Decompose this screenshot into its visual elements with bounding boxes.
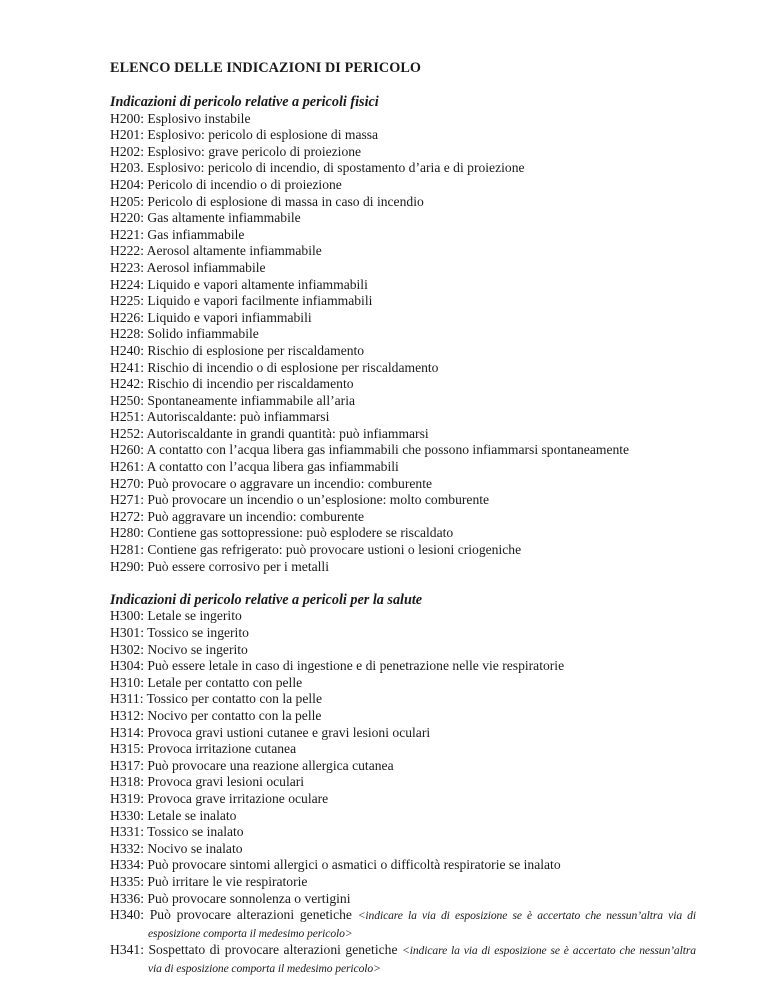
hazard-statement [110,160,696,177]
hazard-statement [110,808,696,825]
hazard-statement [110,393,696,410]
hazard-statement [110,360,696,377]
hazard-description: Può provocare una reazione allergica cutanea [147,757,394,773]
hazard-statement [110,791,696,808]
hazard-statement [110,343,696,360]
hazard-code: H225 [110,293,141,309]
code-separator: : [140,707,148,723]
code-separator: : [140,674,148,690]
hazard-statement [110,559,696,576]
hazard-statement [110,691,696,708]
code-separator: : [139,691,147,707]
hazard-code: H301 [110,625,141,640]
hazard-description: Liquido e vapori facilmente infiammabili [147,293,373,309]
code-separator: : [140,193,148,209]
hazard-statement [110,758,696,775]
code-separator: : [140,259,147,275]
hazard-description: Può essere letale in caso di ingestione e di penetrazione nelle vie respiratorie [147,658,565,674]
hazard-code: H226 [110,309,141,325]
section-heading: Indicazioni di pericolo relative a pericoli fisici [110,94,379,110]
section-heading: Indicazioni di pericolo relative a pericoli per la salute [110,591,423,608]
hazard-description: Può provocare un incendio o un’esplosione: molto comburente [147,492,490,508]
hazard-statement [110,260,696,277]
hazard-code: H240 [110,342,141,358]
hazard-description: Sospettato di provocare alterazioni genetiche [148,942,402,958]
hazard-statement [110,492,696,509]
hazard-description: Rischio di esplosione per riscaldamento [147,342,365,358]
code-separator: : [140,824,148,840]
hazard-statement [110,841,696,858]
code-separator: : [140,641,148,657]
code-separator: : [140,757,148,773]
hazard-description: Esplosivo instabile [147,110,251,126]
document-page [110,60,696,994]
hazard-description: Contiene gas sottopressione: può esplodere se riscaldato [147,525,454,541]
hazard-statement [110,111,696,128]
code-separator: : [140,459,147,475]
hazard-statement [110,874,696,891]
hazard-statement [110,127,696,144]
hazard-code: H241 [110,359,141,375]
code-separator: : [140,176,148,192]
hazard-statement [110,525,696,542]
hazard-description: Letale per contatto con pelle [147,674,303,690]
hazard-description: Rischio di incendio per riscaldamento [147,376,354,392]
hazard-description: Esplosivo: pericolo di incendio, di spostamento d’aria e di proiezione [147,160,525,176]
code-separator: : [140,442,147,458]
code-separator: : [140,409,147,425]
hazard-statement [110,725,696,742]
hazard-description: Provoca gravi ustioni cutanee e gravi lesioni oculari [147,724,431,740]
hazard-code: H281 [110,542,141,558]
code-separator: . [140,160,148,176]
hazard-statement [110,442,696,459]
hazard-statement [110,642,696,659]
code-separator: : [140,425,147,441]
hazard-code: H221 [110,226,141,242]
hazard-statement [110,741,696,758]
hazard-code: H252 [110,425,141,441]
hazard-description: Liquido e vapori altamente infiammabili [147,276,368,292]
hazard-statement [110,857,696,874]
hazard-description: Tossico per contatto con la pelle [146,691,322,707]
code-separator: : [140,525,148,541]
code-separator: : [140,625,148,640]
code-separator: : [140,392,148,408]
hazard-code: H251 [110,409,141,425]
hazard-description: Aerosol altamente infiammabile [146,243,322,259]
hazard-code: H341 [110,942,141,958]
code-separator: : [140,127,148,143]
hazard-code: H280 [110,525,141,541]
hazard-description: Esplosivo: grave pericolo di proiezione [147,143,362,159]
code-separator: : [140,658,148,674]
hazard-description: Può provocare sonnolenza o vertigini [147,890,351,906]
hazard-code: H222 [110,243,141,259]
hazard-description: Nocivo se inalato [147,840,243,856]
hazard-code: H261 [110,459,141,475]
code-separator: : [140,110,148,126]
hazard-code: H224 [110,276,141,292]
hazard-statement [110,608,696,625]
code-separator: : [140,890,148,906]
hazard-statement [110,891,696,908]
hazard-list [110,608,696,977]
code-separator: : [140,907,150,923]
hazard-code: H314 [110,724,141,740]
hazard-statement [110,376,696,393]
hazard-statement [110,310,696,327]
code-separator: : [140,873,148,889]
hazard-description: Può provocare sintomi allergici o asmatici o difficoltà respiratorie se inalato [147,857,561,873]
code-separator: : [140,542,148,558]
hazard-description: Tossico se ingerito [147,625,249,640]
hazard-statement [110,409,696,426]
code-separator: : [140,326,148,342]
hazard-description: Aerosol infiammabile [146,259,266,275]
hazard-code: H204 [110,176,141,192]
hazard-code: H332 [110,840,141,856]
hazard-statement [110,210,696,227]
hazard-statement [110,326,696,343]
hazard-statement [110,243,696,260]
hazard-code: H242 [110,376,141,392]
hazard-code: H260 [110,442,141,458]
document-title: ELENCO DELLE INDICAZIONI DI PERICOLO [110,60,422,76]
hazard-description: Rischio di incendio o di esplosione per riscaldamento [147,359,439,375]
hazard-code: H315 [110,741,141,757]
hazard-statement [110,658,696,675]
code-separator: : [140,210,148,226]
hazard-description: Può aggravare un incendio: comburente [147,508,365,524]
hazard-code: H223 [110,259,141,275]
hazard-code: H201 [110,127,141,143]
hazard-code: H319 [110,790,141,806]
hazard-description: Provoca grave irritazione oculare [147,790,329,806]
hazard-statement [110,774,696,791]
code-separator: : [140,558,148,574]
hazard-code: H300 [110,608,141,624]
hazard-description: Pericolo di esplosione di massa in caso di incendio [147,193,424,209]
hazard-statement [110,509,696,526]
hazard-code: H271 [110,492,141,508]
hazard-statement [110,476,696,493]
exposure-route-note: <indicare la via di esposizione se è accertato che nessun’altra via di esposizione comporta il medesimo pericolo> [148,909,696,940]
hazard-code: H202 [110,143,141,159]
hazard-description: Può provocare o aggravare un incendio: comburente [147,475,433,491]
hazard-code: H205 [110,193,141,209]
hazard-code: H331 [110,824,141,840]
code-separator: : [140,857,148,873]
hazard-code: H317 [110,757,141,773]
hazard-code: H228 [110,326,141,342]
code-separator: : [140,309,148,325]
code-separator: : [140,608,148,624]
hazard-code: H330 [110,807,141,823]
hazard-code: H311 [110,691,140,707]
hazard-code: H318 [110,774,141,790]
hazard-code: H334 [110,857,141,873]
hazard-code: H220 [110,210,141,226]
hazard-code: H272 [110,508,141,524]
hazard-description: Gas infiammabile [147,226,245,242]
hazard-code: H302 [110,641,141,657]
hazard-statement [110,942,696,977]
hazard-code: H336 [110,890,141,906]
hazard-description: Nocivo se ingerito [147,641,248,657]
hazard-code: H270 [110,475,141,491]
code-separator: : [140,143,148,159]
code-separator: : [140,492,148,508]
code-separator: : [140,508,148,524]
hazard-description: Letale se inalato [147,807,237,823]
hazard-statement [110,227,696,244]
code-separator: : [140,293,148,309]
code-separator: : [140,276,148,292]
hazard-statement [110,625,696,642]
hazard-description: Spontaneamente infiammabile all’aria [147,392,356,408]
hazard-description: Autoriscaldante in grandi quantità: può infiammarsi [146,425,429,441]
hazard-description: Nocivo per contatto con la pelle [147,707,322,723]
code-separator: : [140,840,148,856]
hazard-code: H250 [110,392,141,408]
hazard-statement [110,824,696,841]
code-separator: : [140,475,148,491]
code-separator: : [140,359,148,375]
code-separator: : [140,942,149,958]
hazard-list [110,111,696,576]
hazard-description: Contiene gas refrigerato: può provocare ustioni o lesioni criogeniche [147,542,522,558]
hazard-description: Autoriscaldante: può infiammarsi [146,409,330,425]
hazard-statement [110,144,696,161]
hazard-code: H200 [110,110,141,126]
hazard-statement [110,426,696,443]
hazard-code: H304 [110,658,141,674]
code-separator: : [140,724,148,740]
hazard-code: H335 [110,873,141,889]
hazard-description: Può provocare alterazioni genetiche [149,907,358,923]
hazard-statement [110,277,696,294]
hazard-code: H203 [110,160,141,176]
hazard-statement [110,708,696,725]
hazard-statement [110,907,696,942]
hazard-code: H312 [110,707,141,723]
hazard-code: H310 [110,674,141,690]
section-health-hazards [110,592,696,978]
hazard-statement [110,293,696,310]
hazard-description: Letale se ingerito [147,608,242,624]
code-separator: : [140,243,147,259]
code-separator: : [140,376,148,392]
hazard-description: Tossico se inalato [147,824,244,840]
hazard-code: H340 [110,907,141,923]
hazard-description: Provoca irritazione cutanea [147,741,297,757]
code-separator: : [140,226,148,242]
hazard-statement [110,542,696,559]
exposure-route-note: <indicare la via di esposizione se è accertato che nessun’altra via di esposizione comporta il medesimo pericolo> [148,944,696,975]
hazard-description: Solido infiammabile [147,326,259,342]
code-separator: : [140,774,148,790]
hazard-description: Può essere corrosivo per i metalli [147,558,329,574]
section-physical-hazards [110,94,696,575]
code-separator: : [140,807,148,823]
hazard-statement [110,194,696,211]
hazard-statement [110,675,696,692]
hazard-description: Può irritare le vie respiratorie [147,873,308,889]
code-separator: : [140,790,148,806]
hazard-description: Pericolo di incendio o di proiezione [147,176,342,192]
hazard-description: A contatto con l’acqua libera gas infiammabili che possono infiammarsi spontaneamente [146,442,630,458]
code-separator: : [140,342,148,358]
code-separator: : [140,741,148,757]
hazard-description: Gas altamente infiammabile [147,210,301,226]
hazard-statement [110,459,696,476]
hazard-description: Liquido e vapori infiammabili [147,309,312,325]
hazard-description: Provoca gravi lesioni oculari [147,774,305,790]
hazard-description: Esplosivo: pericolo di esplosione di massa [147,127,379,143]
hazard-statement [110,177,696,194]
hazard-description: A contatto con l’acqua libera gas infiammabili [146,459,399,475]
hazard-code: H290 [110,558,141,574]
